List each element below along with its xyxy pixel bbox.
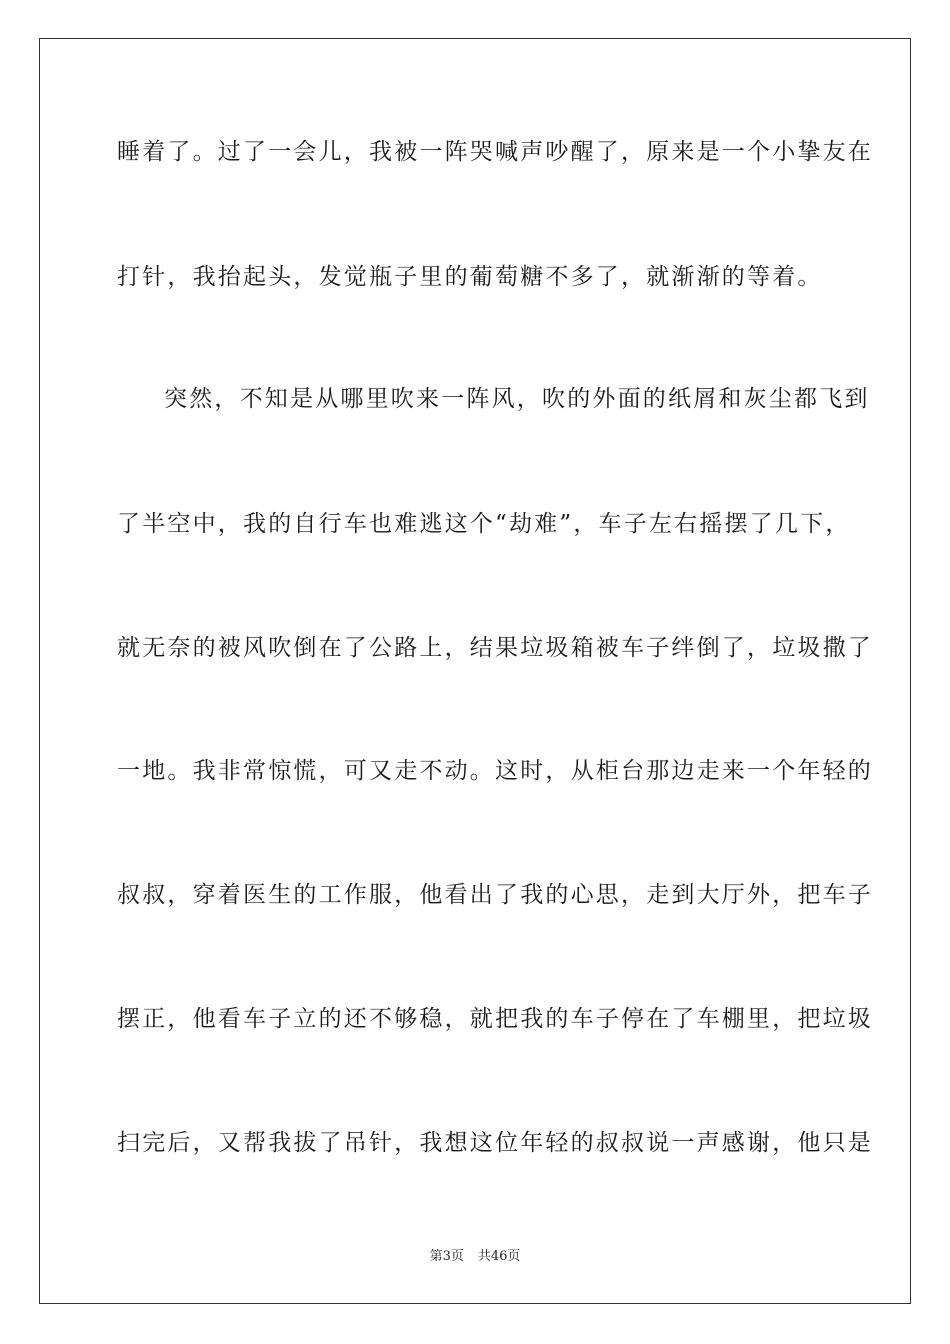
total-pages: 共46页: [477, 1249, 521, 1264]
text-line-1: 睡着了。过了一会儿，我被一阵哭喊声吵醒了，原来是一个小挚友在: [117, 139, 873, 165]
text-line-5: 就无奈的被风吹倒在了公路上，结果垃圾箱被车子绊倒了，垃圾撒了: [117, 635, 873, 661]
text-line-6: 一地。我非常惊慌，可又走不动。这时，从柜台那边走来一个年轻的: [117, 758, 873, 784]
text-line-9: 扫完后，又帮我拔了吊针，我想这位年轻的叔叔说一声感谢，他只是: [117, 1130, 873, 1156]
text-line-3-paragraph-start: 突然，不知是从哪里吹来一阵风，吹的外面的纸屑和灰尘都飞到: [164, 386, 870, 412]
page-footer: [0, 1248, 950, 1266]
page-number: 第3页: [429, 1249, 464, 1264]
text-line-7: 叔叔，穿着医生的工作服，他看出了我的心思，走到大厅外，把车子: [117, 882, 873, 908]
page-border: [39, 38, 911, 1304]
text-line-8: 摆正，他看车子立的还不够稳，就把我的车子停在了车棚里，把垃圾: [117, 1006, 873, 1032]
text-line-2: 打针，我抬起头，发觉瓶子里的葡萄糖不多了，就渐渐的等着。: [117, 264, 823, 290]
text-line-4: 了半空中，我的自行车也难逃这个“劫难”，车子左右摇摆了几下，: [117, 511, 851, 537]
